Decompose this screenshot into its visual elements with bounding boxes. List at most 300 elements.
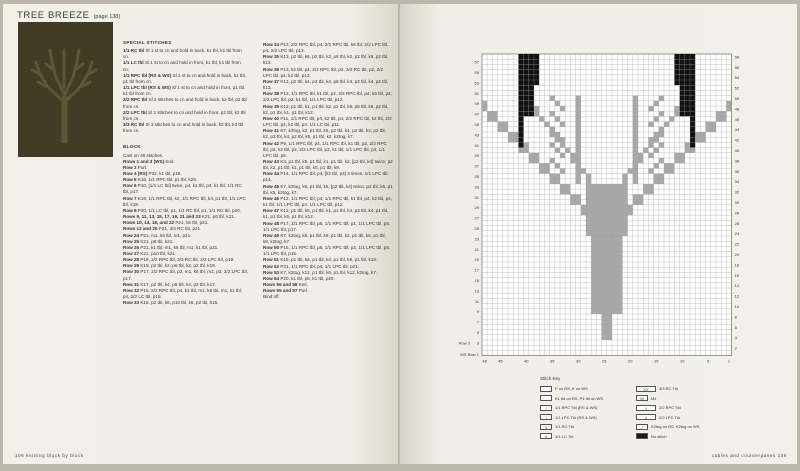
no-stitch-cell: [518, 59, 523, 64]
chart-cell-tbl: [607, 194, 612, 199]
no-stitch-cell: [690, 132, 695, 137]
chart-cell-tbl: [633, 111, 638, 116]
special-stitch-label: 2/2 LPC tbl: [123, 109, 147, 115]
no-stitch-cell: [529, 90, 534, 95]
row-instruction-label: Row 33: [123, 300, 140, 306]
row-instruction-label: Row 54: [263, 275, 280, 281]
chart-cell-tbl: [607, 215, 612, 220]
chart-cell-tbl: [617, 252, 622, 257]
row-instruction-label: Row 8: [123, 207, 137, 213]
key-symbol: //: [636, 405, 656, 411]
chart-cell-tbl: [612, 194, 617, 199]
chart-cell-tbl: [617, 189, 622, 194]
no-stitch-cell: [518, 70, 523, 75]
chart-cell-tbl: [596, 236, 601, 241]
chart-cell-tbl: [586, 200, 591, 205]
chart-cell-tbl: [576, 179, 581, 184]
chart-cell-tbl: [591, 257, 596, 262]
chart-cell-tbl: [617, 231, 622, 236]
special-stitch-text: Sl 2 stitches to cn and hold in back, k2 tbl, p2 tbl from cn.: [123, 97, 247, 109]
key-label: 1/1 LC Tbl: [555, 433, 574, 439]
chart-cell-tbl: [576, 137, 581, 142]
chart-cell-tbl: [700, 137, 705, 142]
chart-cell-tbl: [674, 111, 679, 116]
special-stitch-text: Sl 1 st to cn and hold in back, k1 tbl, k1 tbl from cn.: [123, 48, 242, 60]
row-instruction-label: Row 50: [263, 245, 280, 251]
chart-cell-tbl: [617, 184, 622, 189]
chart-cell-tbl: [654, 148, 659, 153]
key-item: [540, 385, 588, 392]
row-label-right: 22: [734, 241, 740, 247]
block-rows-list-continued: [263, 42, 393, 301]
key-label: 2/2 LPC Tbl: [659, 414, 681, 420]
chart-cell-tbl: [607, 293, 612, 298]
chart-cell-tbl: [596, 210, 601, 215]
chart-cell-tbl: [654, 132, 659, 137]
chart-cell-tbl: [612, 246, 617, 251]
key-item: [636, 423, 699, 430]
row-instruction-text: Bind off.: [263, 294, 280, 300]
chart-cell-tbl: [607, 210, 612, 215]
no-stitch-cell: [685, 54, 690, 59]
row-instruction-text: P12, 1/1 RPC tbl, p4, 1/1 RPC tbl, k1 tbl, p4, k2 tbl, p4, k1 tbl, 1/1 LPC tbl, p4, 1/1 LPC tbl, p12.: [263, 195, 392, 208]
block-heading: BLOCK: [123, 144, 141, 150]
row-label-right: 32: [734, 189, 740, 195]
chart-cell-tbl: [638, 158, 643, 163]
no-stitch-cell: [534, 75, 539, 80]
row-instruction: [263, 208, 393, 220]
chart-cell-tbl: [586, 184, 591, 189]
chart-cell-tbl: [633, 158, 638, 163]
chart-cell-tbl: [643, 189, 648, 194]
chart-cell-tbl: [487, 111, 492, 116]
no-stitch-cell: [690, 116, 695, 121]
row-instruction: [263, 91, 393, 103]
key-item: [636, 385, 678, 392]
chart-cell-tbl: [565, 189, 570, 194]
chart-cell-tbl: [633, 200, 638, 205]
row-label-left: 47: [474, 111, 479, 117]
no-stitch-cell: [685, 101, 690, 106]
column-label: 48: [482, 358, 487, 364]
row-instruction: [123, 183, 248, 195]
row-instruction-label: Row 38: [263, 91, 280, 97]
chart-cell-tbl: [576, 127, 581, 132]
chart-cell-tbl: [591, 210, 596, 215]
chart-cell-tbl: [607, 272, 612, 277]
chart-cell-tbl: [721, 111, 726, 116]
special-stitch: [123, 110, 248, 122]
row-label-left: 41: [474, 142, 479, 148]
chart-cell-tbl: [612, 226, 617, 231]
no-stitch-cell: [518, 116, 523, 121]
row-instruction-text: P15, 2/2 RPC tbl, p4, k1 tbl, m1, k6 tbl, m1, k1 tbl, p4, 2/2 LC tbl, p15.: [123, 287, 242, 300]
special-stitch-label: 1/1 RC tbl: [123, 48, 145, 54]
row-instruction: [263, 233, 393, 245]
chart-cell-tbl: [602, 335, 607, 340]
row-instruction-label: Rows 12 and 20: [123, 226, 158, 232]
chart-cell-tbl: [591, 262, 596, 267]
key-item: [636, 414, 680, 421]
no-stitch-cell: [674, 64, 679, 69]
chart-cell-tbl: [654, 137, 659, 142]
chart-cell-tbl: [596, 226, 601, 231]
swatch-photo: [18, 22, 113, 157]
special-stitches-heading: SPECIAL STITCHES: [123, 40, 172, 45]
no-stitch-cell: [674, 59, 679, 64]
row-instruction-label: Row 28: [123, 257, 140, 263]
chart-cell-tbl: [711, 122, 716, 127]
chart-cell-tbl: [576, 168, 581, 173]
special-stitch-text: Sl 1 st to cn and hold in front, k1 tbl, k1 tbl from cn.: [123, 60, 241, 72]
chart-cell-tbl: [482, 101, 487, 106]
chart-cell-tbl: [596, 241, 601, 246]
row-instruction-label: Row 51: [263, 257, 280, 263]
no-stitch-cell: [690, 54, 695, 59]
special-stitch-text: Sl 3 stitches to cn and hold in back, k3 tbl, k3 tbl from cn.: [123, 122, 244, 134]
no-stitch-cell: [518, 137, 523, 142]
chart-cell-tbl: [576, 132, 581, 137]
key-item: [540, 395, 603, 402]
chart-cell-tbl: [633, 174, 638, 179]
chart-cell-tbl: [550, 111, 555, 116]
chart-cell-tbl: [586, 220, 591, 225]
chart-cell-tbl: [617, 194, 622, 199]
chart-cell-tbl: [654, 101, 659, 106]
chart-cell-tbl: [607, 283, 612, 288]
row-label-right: 38: [734, 158, 740, 164]
no-stitch-cell: [529, 54, 534, 59]
chart-cell-tbl: [638, 200, 643, 205]
chart-cell-tbl: [612, 257, 617, 262]
column-label: 10: [679, 358, 685, 364]
chart-cell-tbl: [602, 288, 607, 293]
row-instruction-text: Knit.: [164, 158, 175, 164]
chart-cell-tbl: [591, 184, 596, 189]
chart-cell-tbl: [607, 246, 612, 251]
chart-cell-tbl: [591, 200, 596, 205]
no-stitch-cell: [518, 111, 523, 116]
row-instruction-label: Row 31: [123, 281, 140, 287]
row-instruction-text: P21, 1/1 RPC tbl, p4, 1/1 LPC tbl, p21.: [279, 263, 360, 269]
chart-cell-tbl: [612, 304, 617, 309]
chart-cell-tbl: [648, 106, 653, 111]
row-instruction: [263, 128, 393, 140]
chart-cell-tbl: [622, 210, 627, 215]
special-stitch: [123, 60, 248, 72]
row-instruction-text: K21, p6 tbl, k21.: [200, 214, 236, 220]
key-symbol: \\: [636, 414, 656, 420]
no-stitch-cell: [518, 64, 523, 69]
no-stitch-cell: [529, 111, 534, 116]
chart-cell-tbl: [534, 158, 539, 163]
no-stitch-cell: [690, 75, 695, 80]
chart-cell-tbl: [555, 179, 560, 184]
chart-cell-tbl: [602, 314, 607, 319]
row-label-left: 55: [474, 70, 479, 76]
row-label-left: 21: [474, 246, 479, 252]
no-stitch-cell: [685, 64, 690, 69]
chart-cell-tbl: [607, 324, 612, 329]
chart-cell-tbl: [602, 252, 607, 257]
chart-cell-tbl: [586, 189, 591, 194]
row-instruction-text: P14, 1/1 RPC tbl, p4, [k2 tbl, p4] 3 times, 1/1 LPC tbl, p14.: [263, 171, 389, 183]
chart-cell-tbl: [607, 288, 612, 293]
key-label: 3/3 RC Tbl: [659, 386, 679, 391]
block-rows-list: [123, 153, 248, 307]
no-stitch-cell: [690, 70, 695, 75]
no-stitch-cell: [690, 127, 695, 132]
chart-cell-tbl: [565, 148, 570, 153]
chart-cell-tbl: [612, 309, 617, 314]
row-label-right: 6: [734, 324, 737, 330]
chart-cell-tbl: [570, 153, 575, 158]
no-stitch-cell: [529, 59, 534, 64]
chart-cell-tbl: [591, 205, 596, 210]
row-instruction-text: K21, p8 tbl, k21.: [139, 238, 174, 244]
key-label: P on RS, K on WS: [555, 386, 588, 391]
row-instruction-label: Row 5: [123, 177, 137, 183]
row-label-left: 19: [474, 257, 479, 263]
chart-cell-tbl: [602, 231, 607, 236]
chart-cell-tbl: [591, 288, 596, 293]
special-stitch: [123, 73, 248, 85]
no-stitch-cell: [524, 80, 529, 85]
chart-cell-tbl: [617, 220, 622, 225]
key-symbol: [540, 395, 552, 401]
no-stitch-cell: [524, 54, 529, 59]
chart-cell-tbl: [638, 194, 643, 199]
chart-cell-tbl: [591, 283, 596, 288]
chart-cell-tbl: [555, 163, 560, 168]
chart-cell-tbl: [628, 210, 633, 215]
chart-cell-tbl: [674, 153, 679, 158]
row-instruction-text: K7, k2tog, k12, p1 tbl, k6, p1 tbl, k12, k2tog, k7.: [279, 269, 378, 275]
chart-cell-tbl: [648, 137, 653, 142]
key-symbol: XX: [636, 386, 656, 392]
row-instruction-text: P21, k1 tbl, m1, k6 tbl, m1, k1 tbl, p21.: [139, 244, 219, 250]
chart-cell-tbl: [591, 267, 596, 272]
chart-cell-tbl: [596, 309, 601, 314]
key-label: 1/1 RPC Tbl (RS & WS): [555, 405, 598, 410]
row-label-right: 54: [734, 75, 740, 81]
chart-cell-tbl: [602, 304, 607, 309]
row-instruction: [123, 288, 248, 300]
chart-cell-tbl: [487, 116, 492, 121]
chart-cell-tbl: [617, 246, 622, 251]
chart-cell-tbl: [560, 168, 565, 173]
chart-cell-tbl: [576, 101, 581, 106]
chart-cell-tbl: [643, 148, 648, 153]
chart-cell-tbl: [591, 236, 596, 241]
chart-cell-tbl: [617, 257, 622, 262]
row-instruction-text: K17, p2 tbl, k4, p8 tbl, k4, p2 tbl, k17.: [139, 281, 216, 287]
chart-cell-tbl: [508, 132, 513, 137]
no-stitch-cell: [534, 80, 539, 85]
key-item: [636, 404, 681, 411]
chart-cell-tbl: [586, 210, 591, 215]
chart-cell-tbl: [560, 153, 565, 158]
no-stitch-cell: [680, 70, 685, 75]
no-stitch-cell: [690, 80, 695, 85]
no-stitch-cell: [529, 106, 534, 111]
row-instruction-text: P32, k1 tbl, p15.: [147, 170, 182, 176]
row-instruction: [123, 196, 248, 208]
row-instruction: [263, 196, 393, 208]
row-label-right: 20: [734, 252, 740, 258]
chart-cell-tbl: [591, 278, 596, 283]
row-label-right: 26: [734, 220, 740, 226]
row-instruction-text: K7, k2tog, k8, p1 tbl, k6, p1 tbl, k2, p1 tbl, k6, p1 tbl, k8, k2tog, k7.: [263, 232, 386, 244]
chart-cell-tbl: [576, 163, 581, 168]
chart-cell-tbl: [586, 215, 591, 220]
no-stitch-cell: [680, 75, 685, 80]
right-footer: cables and counterpanes 106: [711, 453, 787, 458]
chart-cell-tbl: [550, 132, 555, 137]
row-instruction-label: Row 4 (RS): [123, 170, 148, 176]
chart-cell-tbl: [602, 257, 607, 262]
instructions-column-2: [263, 42, 393, 301]
no-stitch-cell: [690, 137, 695, 142]
row-instruction-label: Row 35: [263, 54, 280, 60]
column-label: 30: [575, 358, 581, 364]
chart-cell-tbl: [617, 241, 622, 246]
row-instruction-text: P13, 2/2 RPC tbl, p4, 2/2 RPC tbl, k6 tbl, 2/2 LPC tbl, p4, 2/2 LPC tbl, p13.: [263, 42, 389, 54]
chart-cell-tbl: [602, 278, 607, 283]
chart-cell-tbl: [612, 189, 617, 194]
chart-cell-tbl: [570, 158, 575, 163]
right-page: [400, 4, 797, 464]
row-label-right: 44: [734, 127, 740, 133]
chart-cell-tbl: [602, 283, 607, 288]
row-instruction-label: Row 44: [263, 171, 280, 177]
no-stitch-cell: [680, 101, 685, 106]
no-stitch-cell: [524, 101, 529, 106]
no-stitch-cell: [680, 96, 685, 101]
row-label-left: 35: [474, 174, 479, 180]
chart-cell-tbl: [622, 215, 627, 220]
chart-cell-tbl: [524, 142, 529, 147]
chart-cell-tbl: [596, 205, 601, 210]
row-label-right: 40: [734, 148, 740, 154]
row-instruction-label: Row 7: [123, 195, 137, 201]
chart-cell-tbl: [633, 137, 638, 142]
chart-cell-tbl: [648, 168, 653, 173]
chart-cell-tbl: [711, 127, 716, 132]
row-label-left: 45: [474, 122, 479, 128]
chart-cell-tbl: [555, 137, 560, 142]
chart-cell-tbl: [612, 283, 617, 288]
row-instruction-text: P12, 1/1 RPC tbl, k1 tbl, p2, 2/2 RPC tbl, p4, k6 tbl, p4, 2/2 LPC tbl, p2, k1 tbl, 1/1 LPC tbl, p12.: [263, 91, 392, 103]
chart-cell-tbl: [617, 262, 622, 267]
chart-cell-tbl: [633, 163, 638, 168]
chart-cell-tbl: [628, 205, 633, 210]
row-instruction-label: Row 53: [263, 269, 280, 275]
chart-cell-tbl: [633, 142, 638, 147]
no-stitch-cell: [518, 127, 523, 132]
row-label-left: 23: [474, 236, 479, 242]
chart-cell-tbl: [690, 148, 695, 153]
chart-cell-tbl: [560, 189, 565, 194]
row-instruction: [263, 42, 393, 54]
row-instruction-text: Cast on 48 stitches.: [123, 152, 164, 158]
chart-cell-tbl: [654, 179, 659, 184]
row-label-left: 27: [474, 215, 479, 221]
column-label: 40: [523, 358, 529, 364]
chart-cell-tbl: [602, 246, 607, 251]
key-item: [636, 433, 667, 440]
row-label-left: 33: [474, 184, 479, 190]
chart-cell-tbl: [544, 122, 549, 127]
key-label: 2/2 RPC Tbl: [659, 405, 681, 410]
row-instruction-label: Row 36: [263, 66, 280, 72]
chart-cell-tbl: [492, 116, 497, 121]
chart-cell-tbl: [622, 200, 627, 205]
row-label-left: 17: [474, 267, 479, 273]
chart-cell-tbl: [633, 179, 638, 184]
no-stitch-cell: [680, 80, 685, 85]
chart-cell-tbl: [617, 278, 622, 283]
column-label: 15: [653, 358, 659, 364]
column-label: 1: [727, 358, 731, 364]
chart-cell-tbl: [659, 158, 664, 163]
no-stitch-cell: [680, 106, 685, 111]
no-stitch-cell: [674, 75, 679, 80]
chart-cell-tbl: [560, 137, 565, 142]
no-stitch-cell: [524, 111, 529, 116]
chart-cell-tbl: [560, 122, 565, 127]
no-stitch-cell: [534, 70, 539, 75]
chart-cell-tbl: [591, 241, 596, 246]
key-label: K1 tbl on RS, P1 tbl on WS: [555, 395, 604, 401]
row-instruction-text: P9, 1/1 RPC tbl, p4, 1/1 RPC tbl, k1 tbl, p2, 2/2 RPC tbl, p2, k2 tbl, p2, 2/2 LPC tbl, p2, k1 tbl, 1/1 LPC tbl, p4, 1/1 LPC tbl, p9.: [263, 140, 387, 158]
chart-cell-tbl: [550, 179, 555, 184]
chart-cell-tbl: [602, 200, 607, 205]
key-symbol: [540, 386, 552, 392]
chart-cell-tbl: [550, 174, 555, 179]
chart-cell-tbl: [596, 189, 601, 194]
chart-cell-tbl: [706, 127, 711, 132]
chart-cell-tbl: [596, 293, 601, 298]
chart-cell-tbl: [617, 205, 622, 210]
no-stitch-cell: [685, 80, 690, 85]
no-stitch-cell: [524, 90, 529, 95]
chart-cell-tbl: [591, 231, 596, 236]
no-stitch-cell: [529, 70, 534, 75]
chart-cell-tbl: [617, 288, 622, 293]
chart-cell-tbl: [648, 142, 653, 147]
row-label-right: 36: [734, 168, 740, 174]
chart-cell-tbl: [654, 116, 659, 121]
row-instruction-text: K7, k2tog, k2, p1 tbl, k5, p2 tbl, k4, p2 tbl, k2, p2 tbl, k2, p2 tbl, k4, p2 tbl, k5, p1 tbl, k2, k2tog, k7.: [263, 128, 386, 140]
row-instruction-label: Row 43: [263, 158, 280, 164]
no-stitch-cell: [534, 59, 539, 64]
chart-cell-tbl: [617, 293, 622, 298]
key-item: [540, 433, 573, 440]
no-stitch-cell: [518, 142, 523, 147]
special-stitch-text: Sl 1 st to cn and hold in front, p1 tbl, k1 tbl from cn.: [123, 85, 246, 97]
chart-cell-tbl: [669, 116, 674, 121]
chart-cell-tbl: [591, 309, 596, 314]
chart-cell-tbl: [674, 158, 679, 163]
chart-cell-tbl: [581, 205, 586, 210]
no-stitch-cell: [690, 90, 695, 95]
chart-cell-tbl: [596, 184, 601, 189]
special-stitch-label: 1/1 LPC tbl (RS & WS): [123, 85, 171, 91]
chart-cell-tbl: [695, 132, 700, 137]
no-stitch-cell: [524, 64, 529, 69]
no-stitch-cell: [680, 59, 685, 64]
